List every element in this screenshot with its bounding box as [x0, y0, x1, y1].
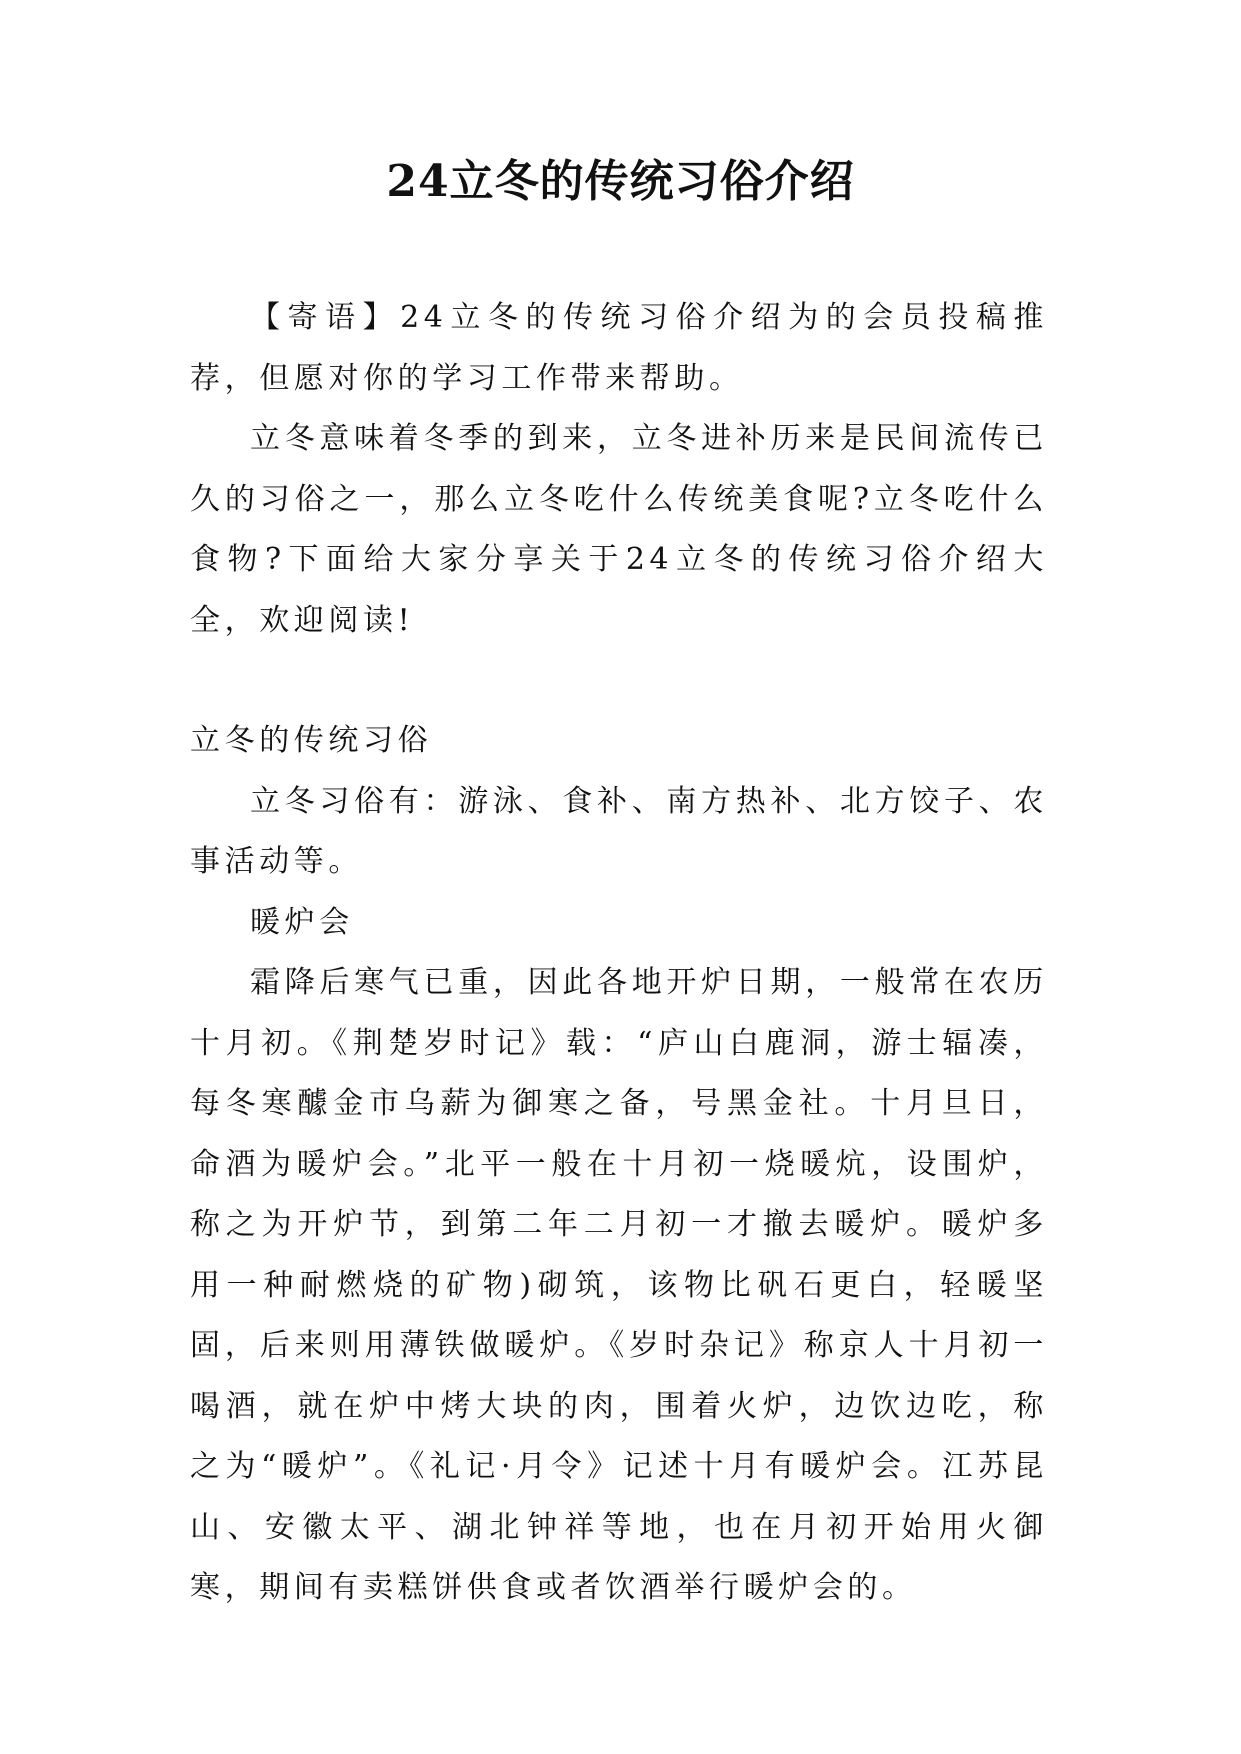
document-title: 24立冬的传统习俗介绍 — [386, 156, 855, 207]
subsection-heading: 暖炉会 — [250, 904, 354, 940]
subsection-paragraph: 霜降后寒气已重，因此各地开炉日期，一般常在农历十月初。《荆楚岁时记》载：“庐山白鹿洞，游士辐凑，每冬寒醵金市乌薪为御寒之备，号黑金社。十月旦日，命酒为暖炉会。”北平一般在十月初一烧暖炕，设围炉，称之为开炉节，到第二年二月初一才撤去暖炉。暖炉多用一种耐燃烧的矿物)砌筑，该物比矾石更白，轻暖坚固，后来则用薄铁做暖炉。《岁时杂记》称京人十月初一喝酒，就在炉中烤大块的肉，围着火炉，边饮边吃，称之为“暖炉”。《礼记·月令》记述十月有暖炉会。江苏昆山、安徽太平、湖北钟祥等地，也在月初开始用火御寒，期间有卖糕饼供食或者饮酒举行暖炉会的。 — [190, 965, 1048, 1605]
document-body — [190, 288, 1048, 1619]
intro-paragraph: 立冬意味着冬季的到来，立冬进补历来是民间流传已久的习俗之一，那么立冬吃什么传统美食呢?立冬吃什么食物?下面给大家分享关于24立冬的传统习俗介绍大全，欢迎阅读! — [190, 421, 1048, 638]
customs-list-paragraph: 立冬习俗有：游泳、食补、南方热补、北方饺子、农事活动等。 — [190, 783, 1048, 879]
preface-paragraph: 【寄语】24立冬的传统习俗介绍为的会员投稿推荐，但愿对你的学习工作带来帮助。 — [190, 300, 1048, 396]
section-heading: 立冬的传统习俗 — [190, 723, 433, 758]
